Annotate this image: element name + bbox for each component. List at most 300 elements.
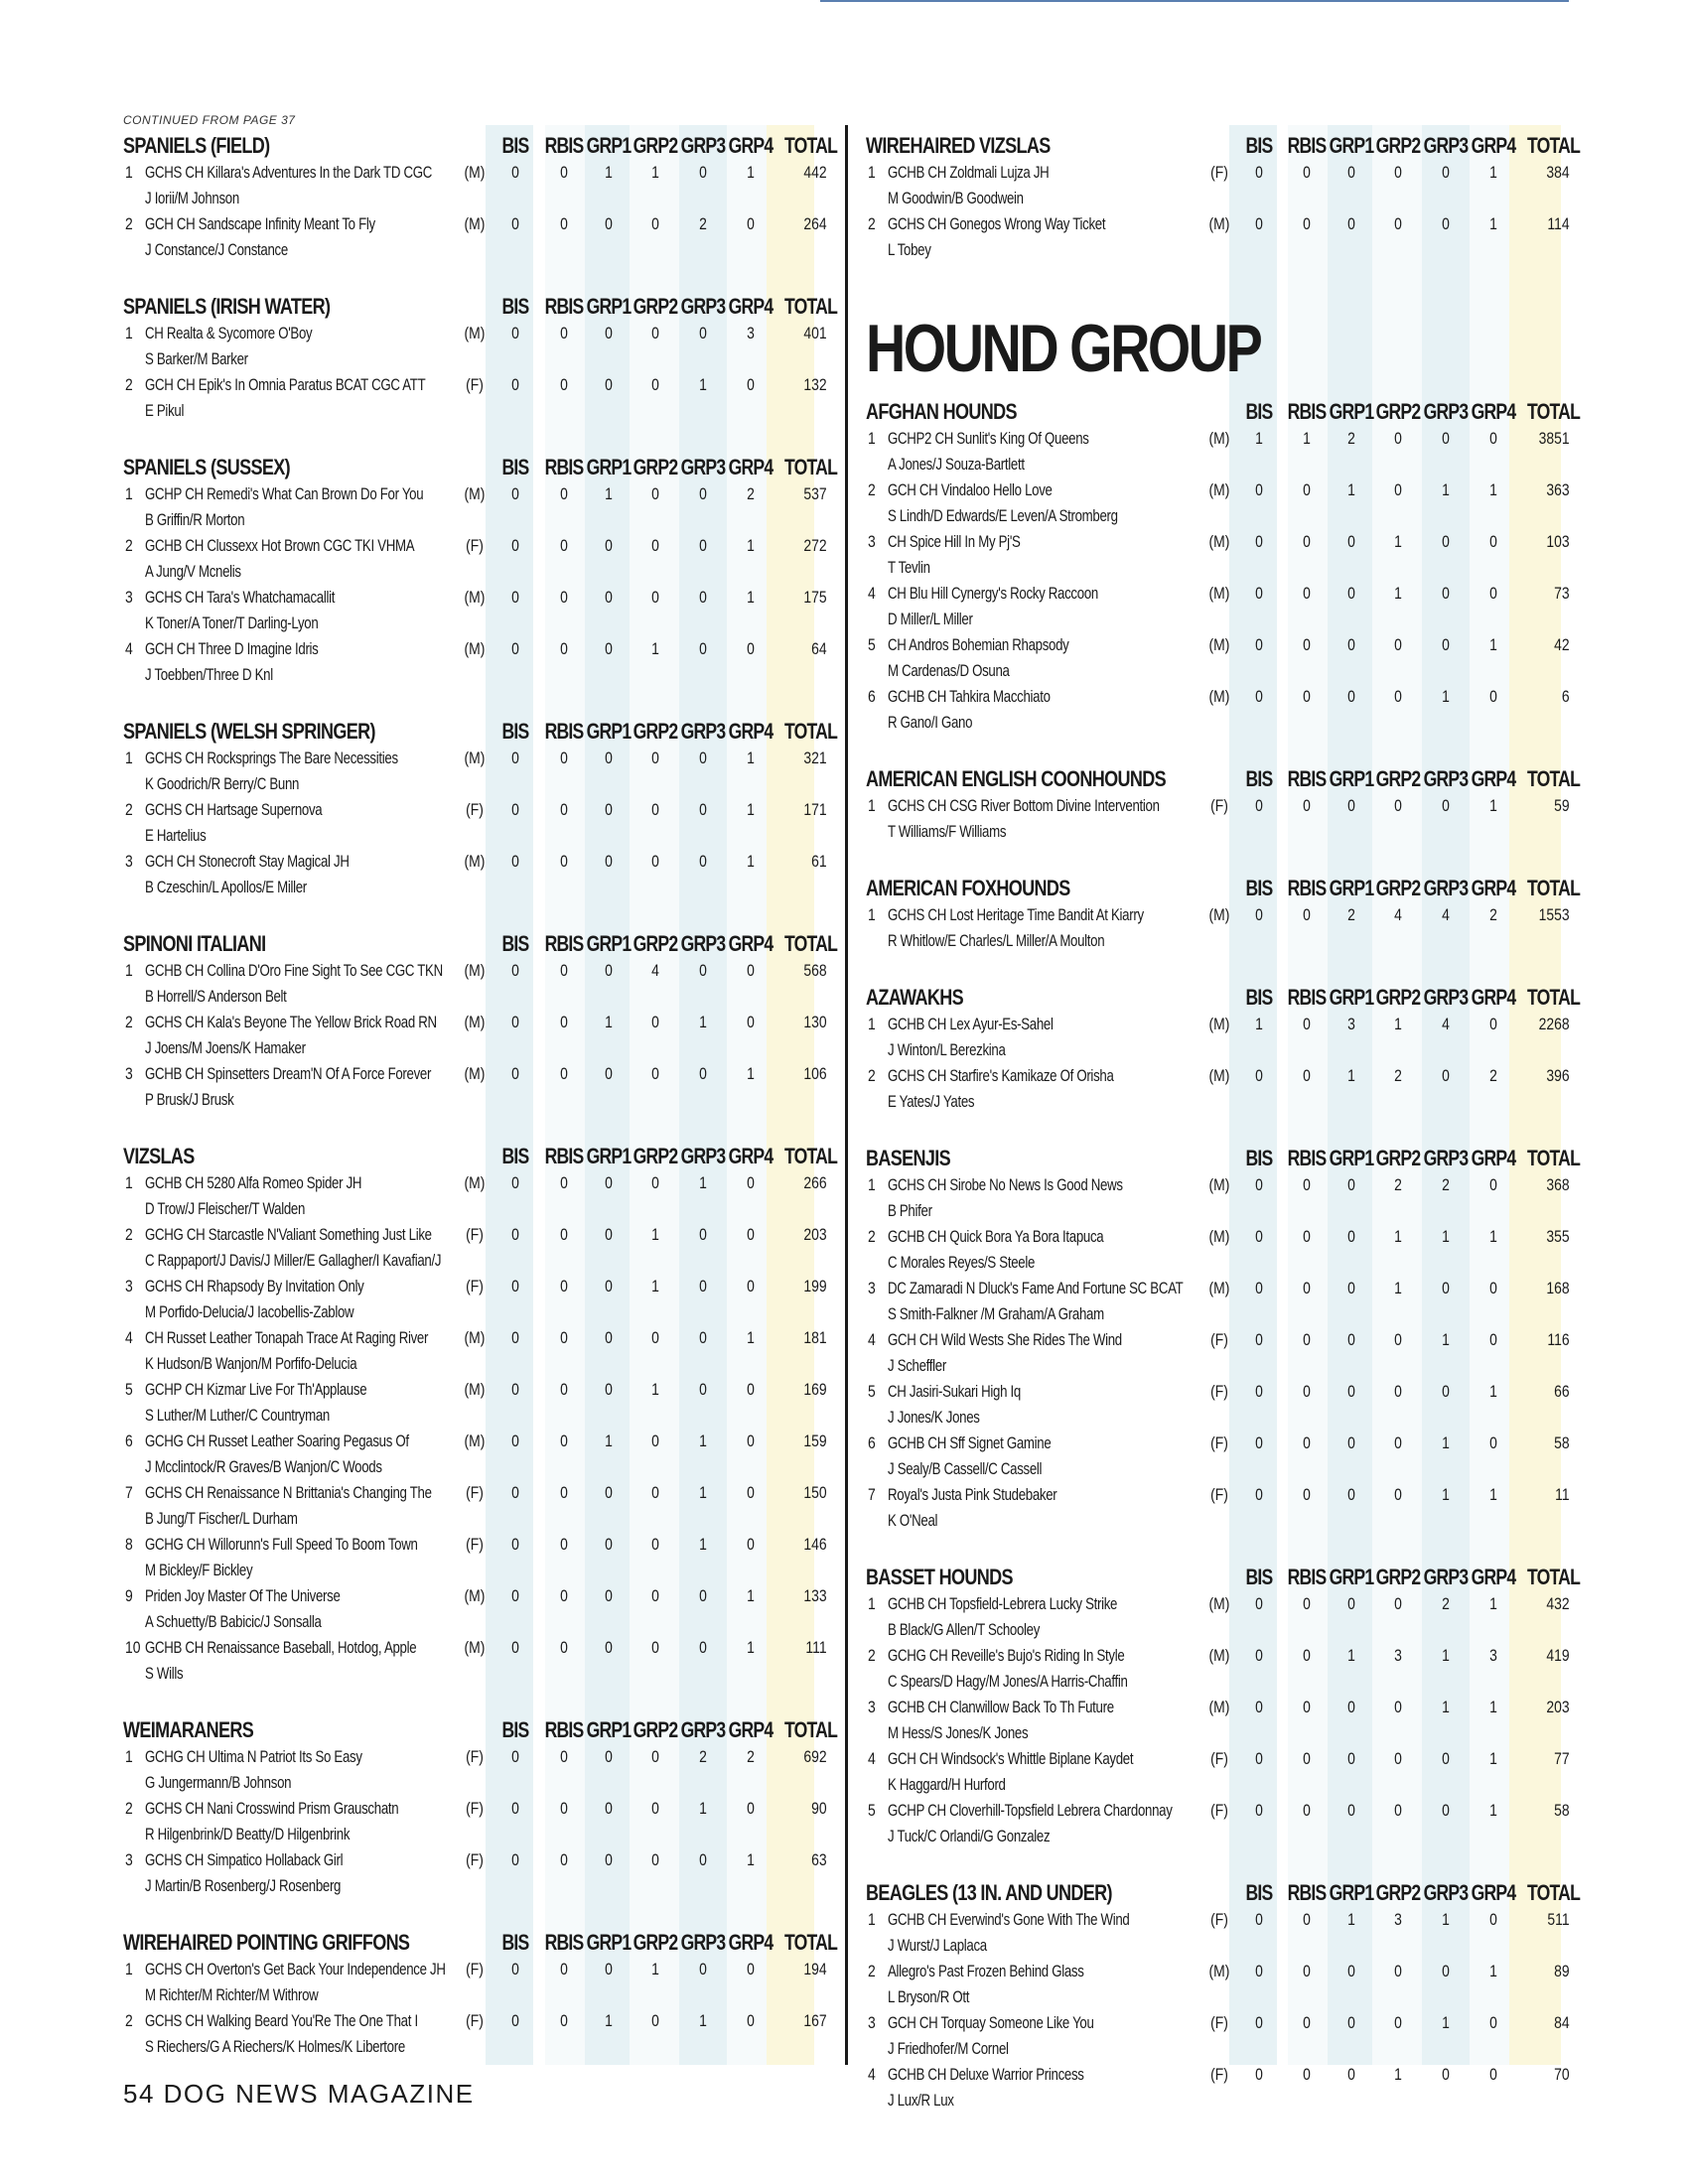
stat-grp3: 2 [1442, 1175, 1450, 1194]
column-header-grp3: GRP3 [1423, 1146, 1469, 1170]
stat-grp4: 2 [747, 484, 755, 503]
dog-entry [123, 1638, 827, 1690]
stat-grp2: 0 [1394, 1594, 1402, 1613]
sex-label: (M) [464, 214, 486, 233]
dog-name: GCHS CH Kala's Beyone The Yellow Brick Road RN [145, 1013, 437, 1031]
rank-number: 3 [125, 588, 133, 607]
stat-grp1: 0 [605, 1380, 613, 1399]
dog-name: GCH CH Three D Imagine Idris [145, 639, 319, 658]
breed-name: BASENJIS [866, 1146, 950, 1170]
stat-grp3: 1 [699, 375, 707, 394]
stat-total: 194 [803, 1960, 827, 1979]
sex-label: (F) [466, 1483, 484, 1502]
stat-rbis: 0 [1303, 1962, 1311, 1980]
stat-grp3: 1 [1442, 1910, 1450, 1929]
stat-rbis: 0 [1303, 1227, 1311, 1246]
column-header-grp1: GRP1 [1329, 985, 1374, 1010]
stat-grp3: 0 [1442, 214, 1450, 233]
stat-bis: 0 [1255, 1801, 1263, 1820]
column-header-bis: BIS [1245, 133, 1273, 158]
group-title: HOUND GROUP [866, 311, 1261, 386]
stat-rbis: 0 [560, 1483, 568, 1502]
column-header-grp3: GRP3 [680, 1717, 726, 1742]
stat-rbis: 0 [560, 1747, 568, 1766]
dog-entry [866, 429, 1569, 480]
stat-grp3: 2 [699, 1747, 707, 1766]
column-header-grp1: GRP1 [1329, 1880, 1374, 1905]
dog-name: GCHG CH Russet Leather Soaring Pegasus Of [145, 1432, 409, 1450]
rank-number: 4 [868, 1330, 876, 1349]
rank-number: 5 [868, 635, 876, 654]
rank-number: 2 [125, 2011, 133, 2030]
stat-total: 401 [803, 324, 827, 342]
column-header-rbis: RBIS [1287, 1146, 1327, 1170]
stat-total: 537 [803, 484, 827, 503]
dog-name: GCHG CH Starcastle N'Valiant Something Just Like [145, 1225, 432, 1244]
breed-section [866, 762, 1581, 848]
column-header-grp3: GRP3 [680, 294, 726, 319]
stat-rbis: 0 [1303, 905, 1311, 924]
column-header-rbis: RBIS [1287, 876, 1327, 900]
stat-grp1: 0 [1347, 1594, 1355, 1613]
stat-grp3: 0 [699, 324, 707, 342]
stat-grp3: 1 [1442, 687, 1450, 706]
rank-number: 1 [125, 324, 133, 342]
column-header-total: TOTAL [784, 1930, 838, 1955]
sex-label: (F) [1210, 1910, 1228, 1929]
stat-grp1: 0 [1347, 214, 1355, 233]
breed-header-row [123, 451, 838, 484]
dog-entry [866, 687, 1569, 739]
rank-number: 1 [868, 1594, 876, 1613]
sex-label: (F) [466, 1850, 484, 1869]
stat-grp4: 1 [1489, 1594, 1497, 1613]
stat-bis: 0 [511, 324, 519, 342]
stat-total: 11 [1555, 1485, 1570, 1504]
stat-rbis: 0 [1303, 1749, 1311, 1768]
stat-total: 133 [803, 1586, 827, 1605]
breed-name: WIREHAIRED VIZSLAS [866, 133, 1051, 158]
stat-total: 159 [803, 1432, 827, 1450]
column-divider [845, 125, 848, 2065]
dog-name: GCHB CH Tahkira Macchiato [888, 687, 1051, 706]
column-header-grp4: GRP4 [1471, 133, 1516, 158]
sex-label: (M) [464, 1638, 486, 1657]
dog-entry [123, 1328, 827, 1380]
owner-names: K Toner/A Toner/T Darling-Lyon [145, 614, 319, 632]
rank-number: 1 [868, 1015, 876, 1033]
sex-label: (M) [464, 1586, 486, 1605]
stat-grp2: 1 [1394, 584, 1402, 603]
breed-header-row [866, 981, 1581, 1015]
column-header-total: TOTAL [1527, 399, 1581, 424]
stat-grp4: 0 [747, 1173, 755, 1192]
stat-grp1: 2 [1347, 429, 1355, 448]
stat-grp4: 1 [1489, 1227, 1497, 1246]
breed-header-row [866, 762, 1581, 796]
dog-entry [866, 905, 1569, 957]
stat-bis: 0 [511, 852, 519, 871]
stat-grp3: 1 [1442, 480, 1450, 499]
rank-number: 3 [125, 852, 133, 871]
stat-grp1: 0 [605, 1747, 613, 1766]
sex-label: (M) [1208, 1698, 1230, 1716]
stat-rbis: 0 [1303, 584, 1311, 603]
rank-number: 3 [125, 1064, 133, 1083]
stat-grp2: 2 [1394, 1066, 1402, 1085]
stat-bis: 0 [1255, 1594, 1263, 1613]
dog-name: GCHS CH Nani Crosswind Prism Grauschatn [145, 1799, 399, 1818]
column-header-grp4: GRP4 [1471, 399, 1516, 424]
stat-rbis: 0 [1303, 1279, 1311, 1297]
dog-entry [123, 800, 827, 852]
dog-entry [866, 584, 1569, 635]
stat-grp4: 1 [747, 1328, 755, 1347]
sex-label: (F) [1210, 2013, 1228, 2032]
stat-grp4: 1 [1489, 163, 1497, 182]
sex-label: (M) [464, 749, 486, 767]
stat-grp1: 1 [1347, 1066, 1355, 1085]
owner-names: R Whitlow/E Charles/L Miller/A Moulton [888, 931, 1105, 950]
stat-grp3: 0 [699, 1277, 707, 1296]
column-header-rbis: RBIS [1287, 1565, 1327, 1589]
stat-bis: 0 [511, 214, 519, 233]
stat-grp2: 0 [651, 1328, 659, 1347]
stat-rbis: 0 [1303, 2065, 1311, 2084]
owner-names: B Phifer [888, 1201, 932, 1220]
column-header-grp3: GRP3 [1423, 399, 1469, 424]
rank-number: 1 [125, 1747, 133, 1766]
rank-number: 5 [868, 1801, 876, 1820]
stat-total: 103 [1546, 532, 1570, 551]
sex-label: (M) [464, 484, 486, 503]
column-header-grp3: GRP3 [1423, 133, 1469, 158]
stat-grp1: 0 [605, 961, 613, 980]
stat-grp2: 1 [651, 1380, 659, 1399]
stat-bis: 0 [1255, 1227, 1263, 1246]
stat-grp2: 0 [651, 214, 659, 233]
stat-grp2: 1 [651, 163, 659, 182]
stat-grp3: 1 [699, 2011, 707, 2030]
dog-entry [866, 1594, 1569, 1646]
dog-entry [866, 1175, 1569, 1227]
stat-total: 90 [811, 1799, 827, 1818]
dog-name: DC Zamaradi N Dluck's Fame And Fortune SC BCAT [888, 1279, 1184, 1297]
stat-rbis: 0 [560, 1013, 568, 1031]
stat-grp3: 0 [699, 800, 707, 819]
rank-number: 7 [125, 1483, 133, 1502]
stat-grp1: 0 [1347, 1801, 1355, 1820]
dog-name: GCHS CH Hartsage Supernova [145, 800, 323, 819]
stat-grp1: 0 [605, 536, 613, 555]
stat-grp1: 0 [1347, 1962, 1355, 1980]
stat-grp1: 0 [1347, 687, 1355, 706]
column-header-grp2: GRP2 [633, 133, 678, 158]
dog-name: GCH CH Vindaloo Hello Love [888, 480, 1053, 499]
stat-bis: 0 [1255, 1330, 1263, 1349]
stat-bis: 0 [511, 375, 519, 394]
continued-note: CONTINUED FROM PAGE 37 [123, 113, 296, 127]
stat-bis: 0 [1255, 1433, 1263, 1452]
stat-grp2: 0 [651, 1432, 659, 1450]
stat-total: 2268 [1538, 1015, 1570, 1033]
stat-rbis: 0 [560, 375, 568, 394]
stat-grp3: 0 [1442, 1749, 1450, 1768]
dog-name: CH Spice Hill In My Pj'S [888, 532, 1021, 551]
column-header-total: TOTAL [784, 931, 838, 956]
stat-grp3: 2 [699, 214, 707, 233]
dog-name: CH Blu Hill Cynergy's Rocky Raccoon [888, 584, 1098, 603]
stat-total: 568 [803, 961, 827, 980]
dog-name: GCHS CH Rhapsody By Invitation Only [145, 1277, 364, 1296]
stat-rbis: 0 [560, 1328, 568, 1347]
rank-number: 1 [125, 749, 133, 767]
column-header-bis: BIS [1245, 985, 1273, 1010]
column-header-rbis: RBIS [1287, 133, 1327, 158]
page-footer: 54 DOG NEWS MAGAZINE [123, 2079, 475, 2109]
breed-name: SPANIELS (WELSH SPRINGER) [123, 719, 375, 744]
column-header-grp1: GRP1 [586, 719, 632, 744]
rank-number: 1 [868, 796, 876, 815]
stat-grp2: 0 [1394, 1698, 1402, 1716]
owner-names: J Constance/J Constance [145, 240, 288, 259]
breed-header-row [123, 715, 838, 749]
stat-grp4: 0 [1489, 1015, 1497, 1033]
stat-grp1: 1 [1347, 1646, 1355, 1665]
stat-grp4: 0 [1489, 1175, 1497, 1194]
column-header-total: TOTAL [784, 294, 838, 319]
sex-label: (F) [1210, 163, 1228, 182]
sex-label: (M) [464, 324, 486, 342]
stat-rbis: 0 [1303, 2013, 1311, 2032]
stat-grp4: 0 [1489, 429, 1497, 448]
dog-entry [123, 375, 827, 427]
breed-name: WIREHAIRED POINTING GRIFFONS [123, 1930, 410, 1955]
stat-total: 63 [811, 1850, 827, 1869]
stat-total: 355 [1546, 1227, 1570, 1246]
breed-header-row [123, 1713, 838, 1747]
stat-grp4: 1 [747, 1638, 755, 1657]
column-header-grp2: GRP2 [1375, 766, 1421, 791]
column-header-bis: BIS [501, 294, 529, 319]
dog-name: GCHB CH Lex Ayur-Es-Sahel [888, 1015, 1054, 1033]
owner-names: A Jung/V Mcnelis [145, 562, 241, 581]
dog-name: GCHS CH Simpatico Hollaback Girl [145, 1850, 344, 1869]
stat-grp4: 0 [747, 1225, 755, 1244]
stat-grp3: 2 [1442, 1594, 1450, 1613]
dog-entry [866, 1485, 1569, 1537]
owner-names: P Brusk/J Brusk [145, 1090, 234, 1109]
breed-header-row [866, 1142, 1581, 1175]
stat-grp2: 0 [1394, 1962, 1402, 1980]
breed-header-row [123, 927, 838, 961]
column-header-total: TOTAL [784, 719, 838, 744]
owner-names: J Lux/R Lux [888, 2091, 954, 2110]
column-header-grp4: GRP4 [1471, 1146, 1516, 1170]
dog-name: GCHP CH Remedi's What Can Brown Do For You [145, 484, 424, 503]
breed-name: WEIMARANERS [123, 1717, 254, 1742]
dog-name: GCHB CH Clanwillow Back To Th Future [888, 1698, 1114, 1716]
stat-grp4: 0 [1489, 1433, 1497, 1452]
stat-total: 106 [803, 1064, 827, 1083]
stat-grp4: 0 [747, 214, 755, 233]
dog-entry [123, 588, 827, 639]
stat-grp3: 0 [1442, 796, 1450, 815]
owner-names: B Griffin/R Morton [145, 510, 245, 529]
stat-grp3: 0 [699, 852, 707, 871]
dog-name: GCH CH Stonecroft Stay Magical JH [145, 852, 350, 871]
dog-name: GCHS CH Killara's Adventures In the Dark TD CGC [145, 163, 433, 182]
stat-total: 116 [1547, 1330, 1570, 1349]
dog-entry [123, 749, 827, 800]
stat-bis: 0 [1255, 2065, 1263, 2084]
stat-grp1: 0 [605, 1850, 613, 1869]
stat-grp4: 0 [747, 1535, 755, 1554]
owner-names: J Toebben/Three D Knl [145, 665, 273, 684]
column-header-grp1: GRP1 [586, 455, 632, 479]
dog-entry [123, 639, 827, 691]
stat-grp2: 0 [651, 588, 659, 607]
stat-grp3: 1 [1442, 1698, 1450, 1716]
owner-names: J Jones/K Jones [888, 1408, 980, 1427]
stat-grp1: 0 [1347, 532, 1355, 551]
stat-grp1: 0 [605, 588, 613, 607]
rank-number: 7 [868, 1485, 876, 1504]
breed-name: AZAWAKHS [866, 985, 963, 1010]
column-header-grp3: GRP3 [680, 1144, 726, 1168]
dog-name: CH Realta & Sycomore O'Boy [145, 324, 313, 342]
stat-grp2: 0 [1394, 480, 1402, 499]
stat-bis: 0 [511, 1483, 519, 1502]
dog-entry [123, 1850, 827, 1902]
stat-grp3: 4 [1442, 1015, 1450, 1033]
column-header-grp3: GRP3 [1423, 985, 1469, 1010]
stat-grp1: 0 [605, 1064, 613, 1083]
stat-grp4: 1 [1489, 1485, 1497, 1504]
stat-total: 59 [1554, 796, 1570, 815]
owner-names: E Yates/J Yates [888, 1092, 975, 1111]
rank-number: 1 [125, 1960, 133, 1979]
dog-entry [866, 163, 1569, 214]
column-header-grp4: GRP4 [728, 455, 774, 479]
stat-bis: 0 [511, 1173, 519, 1192]
stat-rbis: 0 [560, 1535, 568, 1554]
breed-header-row [123, 290, 838, 324]
sex-label: (M) [1208, 584, 1230, 603]
column-header-total: TOTAL [784, 133, 838, 158]
stat-bis: 0 [511, 163, 519, 182]
owner-names: S Barker/M Barker [145, 349, 248, 368]
stat-total: 511 [1547, 1910, 1570, 1929]
stat-grp2: 0 [1394, 1433, 1402, 1452]
stat-grp2: 0 [651, 1850, 659, 1869]
stat-rbis: 0 [560, 1799, 568, 1818]
owner-names: T Tevlin [888, 558, 930, 577]
stat-grp1: 1 [1347, 1910, 1355, 1929]
breed-section [866, 1142, 1581, 1537]
stat-grp1: 0 [605, 1225, 613, 1244]
stat-rbis: 0 [560, 1960, 568, 1979]
rank-number: 3 [125, 1850, 133, 1869]
dog-entry [123, 1173, 827, 1225]
stat-grp4: 0 [747, 1960, 755, 1979]
stat-grp1: 0 [605, 375, 613, 394]
stat-grp2: 0 [651, 1586, 659, 1605]
stat-rbis: 0 [1303, 1698, 1311, 1716]
stat-grp1: 0 [605, 1328, 613, 1347]
rank-number: 2 [125, 1013, 133, 1031]
column-header-rbis: RBIS [544, 1144, 584, 1168]
stat-grp3: 1 [699, 1483, 707, 1502]
stat-grp2: 0 [1394, 214, 1402, 233]
dog-name: GCHS CH Tara's Whatchamacallit [145, 588, 336, 607]
owner-names: K O'Neal [888, 1511, 938, 1530]
stat-rbis: 0 [1303, 687, 1311, 706]
stat-bis: 0 [1255, 905, 1263, 924]
rank-number: 1 [868, 163, 876, 182]
breed-section [866, 1876, 1581, 2116]
stat-rbis: 0 [560, 1850, 568, 1869]
stat-grp2: 0 [651, 1638, 659, 1657]
rank-number: 3 [868, 1279, 876, 1297]
dog-name: GCHP CH Cloverhill-Topsfield Lebrera Chardonnay [888, 1801, 1173, 1820]
dog-name: GCHB CH Zoldmali Lujza JH [888, 163, 1050, 182]
sex-label: (F) [466, 1747, 484, 1766]
dog-entry [123, 1225, 827, 1277]
stat-grp2: 0 [1394, 1382, 1402, 1401]
stat-rbis: 0 [560, 749, 568, 767]
stat-grp1: 0 [1347, 1433, 1355, 1452]
column-header-total: TOTAL [784, 455, 838, 479]
stat-rbis: 0 [560, 1638, 568, 1657]
stat-rbis: 0 [1303, 163, 1311, 182]
sex-label: (F) [1210, 2065, 1228, 2084]
owner-names: K Haggard/H Hurford [888, 1775, 1006, 1794]
stat-bis: 0 [511, 588, 519, 607]
sex-label: (M) [464, 1173, 486, 1192]
stat-rbis: 0 [560, 1277, 568, 1296]
sex-label: (M) [1208, 1646, 1230, 1665]
stat-grp3: 4 [1442, 905, 1450, 924]
owner-names: M Richter/M Richter/M Withrow [145, 1985, 319, 2004]
dog-name: GCH CH Torquay Someone Like You [888, 2013, 1094, 2032]
stat-grp3: 1 [699, 1799, 707, 1818]
stat-rbis: 0 [560, 324, 568, 342]
stat-grp4: 0 [747, 1380, 755, 1399]
stat-total: 64 [811, 639, 827, 658]
stat-grp2: 1 [1394, 532, 1402, 551]
dog-entry [866, 635, 1569, 687]
column-header-grp2: GRP2 [1375, 985, 1421, 1010]
owner-names: J Tuck/C Orlandi/G Gonzalez [888, 1827, 1051, 1845]
stat-grp4: 0 [747, 639, 755, 658]
dog-name: GCHS CH Gonegos Wrong Way Ticket [888, 214, 1106, 233]
owner-names: S Luther/M Luther/C Countryman [145, 1406, 330, 1425]
stat-grp3: 0 [699, 1960, 707, 1979]
stat-grp4: 1 [1489, 1962, 1497, 1980]
stat-grp2: 3 [1394, 1646, 1402, 1665]
stat-grp1: 0 [605, 800, 613, 819]
rank-number: 2 [868, 1646, 876, 1665]
column-header-grp1: GRP1 [1329, 133, 1374, 158]
sex-label: (M) [1208, 1175, 1230, 1194]
column-header-grp4: GRP4 [728, 294, 774, 319]
rank-number: 5 [125, 1380, 133, 1399]
sex-label: (M) [1208, 1066, 1230, 1085]
stat-bis: 0 [511, 1747, 519, 1766]
stat-grp3: 0 [699, 1850, 707, 1869]
stat-total: 363 [1546, 480, 1570, 499]
